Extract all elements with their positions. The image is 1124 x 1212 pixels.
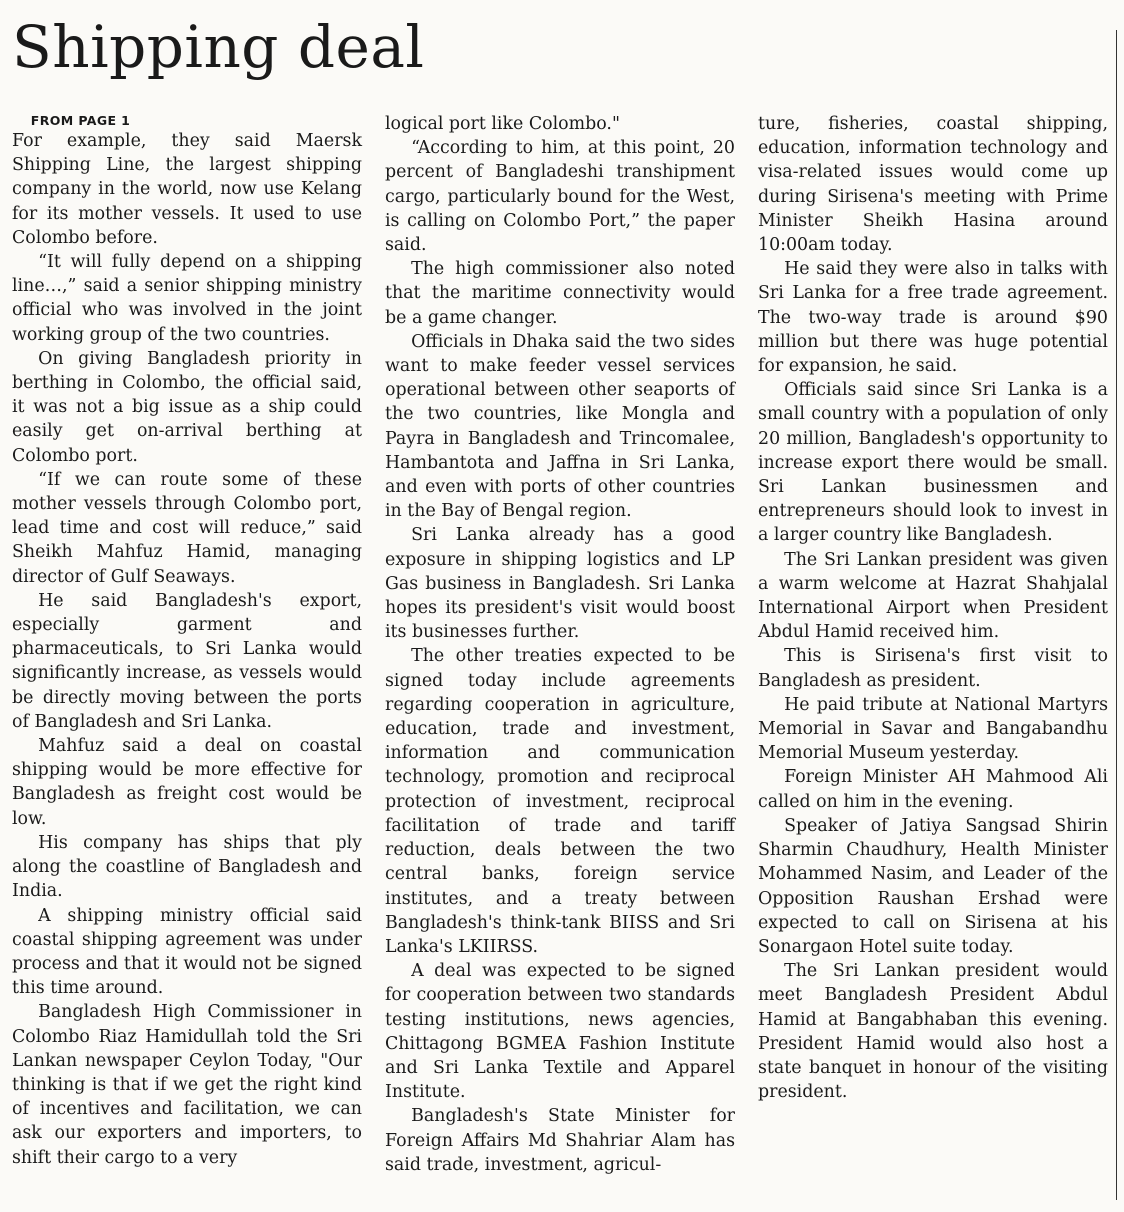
paragraph: Officials in Dhaka said the two sides want to make feeder vessel services operational between other seaports of the two countries, like Mongla and Payra in Bangladesh and Trincomalee, Hambantota and Jaffna in Sri Lanka, and even with ports of other countries in the Bay of Bengal region. bbox=[385, 331, 735, 522]
paragraph: He said Bangladesh's export, especially garment and pharmaceuticals, to Sri Lanka would significantly increase, as vessels would be directly moving between the ports of Bangladesh and Sri Lanka. bbox=[12, 590, 362, 732]
article-column-2 bbox=[385, 112, 735, 1177]
paragraph: Speaker of Jatiya Sangsad Shirin Sharmin Chaudhury, Health Minister Mohammed Nasim, and Leader of the Opposition Raushan Ershad were expected to call on Sirisena at his Sonargaon Hotel suite today. bbox=[758, 815, 1108, 957]
headline: Shipping deal bbox=[12, 13, 425, 81]
paragraph: He said they were also in talks with Sri Lanka for a free trade agreement. The two-way trade is around $90 million but there was huge potential for expansion, he said. bbox=[758, 259, 1108, 377]
paragraph: “According to him, at this point, 20 percent of Bangladeshi transhipment cargo, particularly bound for the West, is calling on Colombo Port,” the paper said. bbox=[385, 138, 735, 256]
paragraph: A shipping ministry official said coastal shipping agreement was under process and that it would not be signed this time around. bbox=[12, 905, 362, 999]
paragraph: A deal was expected to be signed for cooperation between two standards testing institutions, news agencies, Chittagong BGMEA Fashion Institute and Sri Lanka Textile and Apparel Institute. bbox=[385, 961, 735, 1103]
paragraph: The Sri Lankan president would meet Bangladesh President Abdul Hamid at Bangabhaban this evening. President Hamid would also host a state banquet in honour of the visiting president. bbox=[758, 961, 1108, 1103]
paragraph: Bangladesh's State Minister for Foreign Affairs Md Shahriar Alam has said trade, investment, agricul- bbox=[385, 1106, 735, 1175]
kicker: FROM PAGE 1 bbox=[30, 113, 131, 128]
article-column-1 bbox=[12, 112, 362, 1170]
paragraph: On giving Bangladesh priority in berthing in Colombo, the official said, it was not a big issue as a ship could easily get on-arrival berthing at Colombo port. bbox=[12, 348, 362, 466]
paragraph: Sri Lanka already has a good exposure in shipping logistics and LP Gas business in Bangladesh. Sri Lanka hopes its president's visit would boost its businesses further. bbox=[385, 525, 735, 643]
paragraph: Officials said since Sri Lanka is a small country with a population of only 20 million, Bangladesh's opportunity to increase export there would be small. Sri Lankan businessmen and entrepreneurs should look to invest in a larger country like Bangladesh. bbox=[758, 380, 1108, 546]
paragraph: He paid tribute at National Martyrs Memorial in Savar and Bangabandhu Memorial Museum yesterday. bbox=[758, 694, 1108, 764]
paragraph: Bangladesh High Commissioner in Colombo Riaz Hamidullah told the Sri Lankan newspaper Ceylon Today, "Our thinking is that if we get the right kind of incentives and facilitation, we can ask our exporters and importers, to shift their cargo to a very bbox=[12, 1002, 362, 1168]
paragraph: logical port like Colombo." bbox=[385, 114, 620, 134]
paragraph: Mahfuz said a deal on coastal shipping would be more effective for Bangladesh as freight cost would be low. bbox=[12, 736, 362, 829]
paragraph: For example, they said Maersk Shipping Line, the largest shipping company in the world, now use Kelang for its mother vessels. It used to use Colombo before. bbox=[12, 131, 362, 248]
paragraph: Foreign Minister AH Mahmood Ali called on him in the evening. bbox=[758, 767, 1108, 812]
paragraph: “It will fully depend on a shipping line…,” said a senior shipping ministry official who was involved in the joint working group of the two countries. bbox=[12, 252, 362, 345]
article-column-3 bbox=[758, 112, 1108, 1104]
paragraph: His company has ships that ply along the coastline of Bangladesh and India. bbox=[12, 832, 362, 902]
paragraph: The high commissioner also noted that the maritime connectivity would be a game changer. bbox=[385, 259, 735, 328]
paragraph: ture, fisheries, coastal shipping, education, information technology and visa-related issues would come up during Sirisena's meeting with Prime Minister Sheikh Hasina around 10:00am today. bbox=[758, 114, 1108, 256]
paragraph: This is Sirisena's first visit to Bangladesh as president. bbox=[758, 646, 1108, 691]
paragraph: The Sri Lankan president was given a warm welcome at Hazrat Shahjalal International Airport when President Abdul Hamid received him. bbox=[758, 549, 1108, 643]
column-rule bbox=[1116, 30, 1117, 1200]
paragraph: The other treaties expected to be signed today include agreements regarding cooperation in agriculture, education, trade and investment, information and communication technology, promotion and reciprocal protection of investment, reciprocal facilitation of trade and tariff reduction, deals between the two central banks, foreign service institutes, and a treaty between Bangladesh's think-tank BIISS and Sri Lanka's LKIIRSS. bbox=[385, 646, 735, 957]
paragraph: “If we can route some of these mother vessels through Colombo port, lead time and cost will reduce,” said Sheikh Mahfuz Hamid, managing director of Gulf Seaways. bbox=[12, 469, 362, 587]
